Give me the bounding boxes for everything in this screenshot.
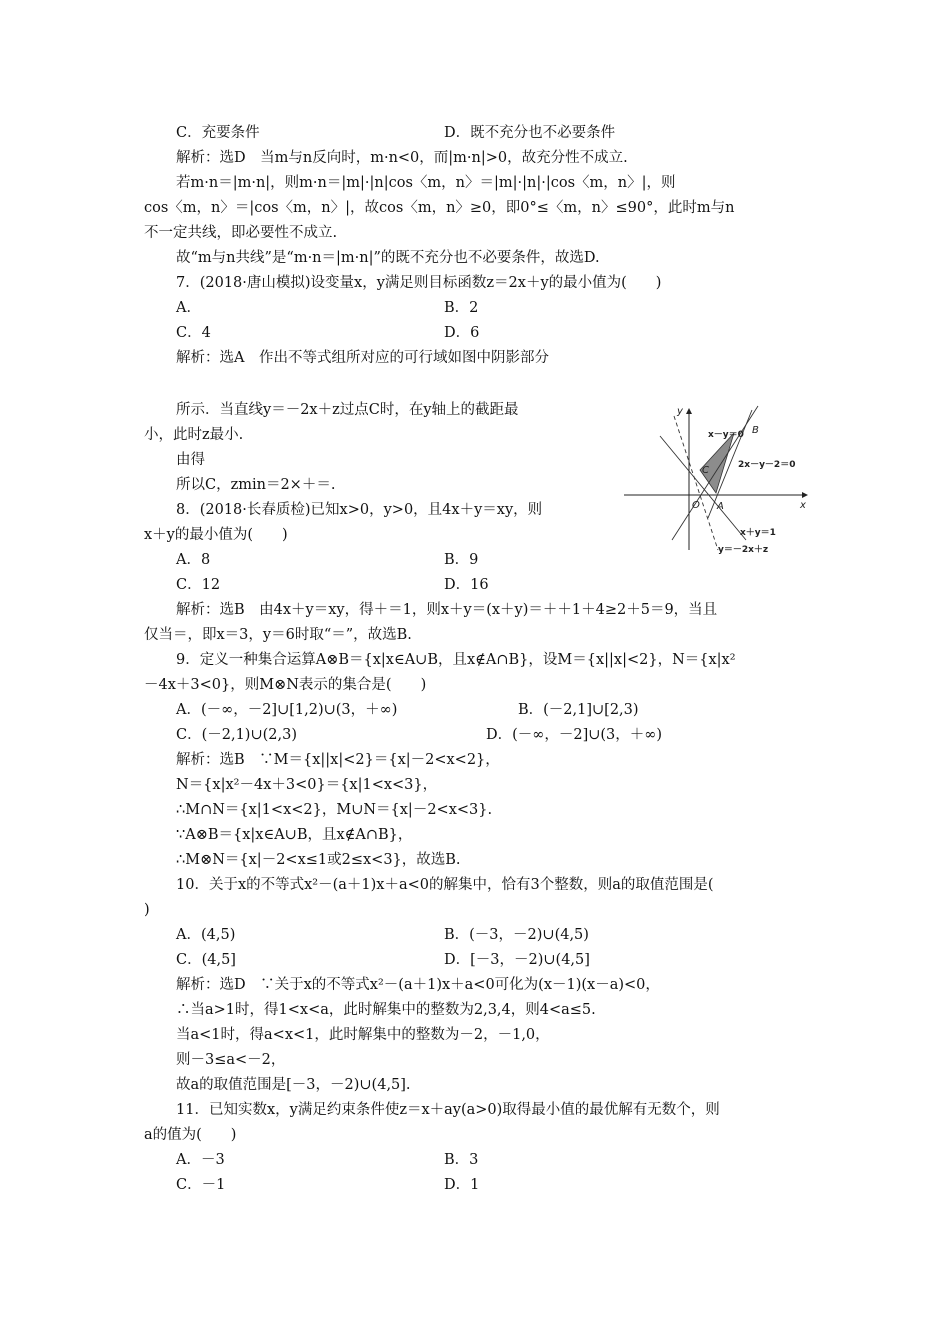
text-line: C．4 bbox=[176, 325, 211, 341]
text-line: ) bbox=[144, 902, 150, 918]
text-line: B．2 bbox=[444, 300, 479, 316]
text-line: 若m·n＝|m·n|，则m·n＝|m|·|n|cos〈m，n〉＝|m|·|n|·|cos〈m，n〉|，则 bbox=[176, 175, 676, 191]
text-line: 则－3≤a<－2， bbox=[176, 1052, 286, 1068]
text-line: 不一定共线，即必要性不成立. bbox=[144, 225, 338, 241]
text-line: a的值为( ) bbox=[144, 1127, 237, 1143]
text-line: 解析：选D ∵关于x的不等式x²－(a＋1)x＋a<0可化为(x－1)(x－a)<0， bbox=[176, 977, 660, 993]
text-line: N＝{x|x²－4x＋3<0}＝{x|1<x<3}， bbox=[176, 777, 438, 793]
label-line-x-plus-y: x＋y＝1 bbox=[740, 528, 776, 538]
text-line: －4x＋3<0}，则M⊗N表示的集合是( ) bbox=[144, 677, 427, 693]
label-line-2x-minus-y-minus-2: 2x－y－2＝0 bbox=[738, 460, 796, 470]
text-line: A．8 bbox=[176, 552, 211, 568]
text-line: 所以C，zmin＝2×＋＝. bbox=[176, 477, 336, 493]
label-point-c: C bbox=[702, 465, 709, 476]
text-line: 故“m与n共线”是“m·n＝|m·n|”的既不充分也不必要条件，故选D. bbox=[176, 250, 600, 266]
text-line: 解析：选B ∵M＝{x||x|<2}＝{x|－2<x<2}， bbox=[176, 752, 500, 768]
text-line: A．－3 bbox=[176, 1152, 225, 1168]
text-line: D．既不充分也不必要条件 bbox=[444, 125, 616, 141]
y-axis-arrow bbox=[686, 408, 692, 414]
text-line: B．(－2,1]∪[2,3) bbox=[518, 702, 639, 718]
feasible-region-figure bbox=[622, 400, 812, 558]
label-line-x-minus-y: x－y＝0 bbox=[708, 430, 744, 440]
x-axis-arrow bbox=[802, 492, 808, 498]
text-line: 解析：选D 当m与n反向时，m·n<0，而|m·n|>0，故充分性不成立. bbox=[176, 150, 628, 166]
text-line: 当a<1时，得a<x<1，此时解集中的整数为－2，－1,0， bbox=[176, 1027, 550, 1043]
text-line: C．充要条件 bbox=[176, 125, 260, 141]
text-line: 故a的取值范围是[－3，－2)∪(4,5]. bbox=[176, 1077, 411, 1093]
text-line: C．(－2,1)∪(2,3) bbox=[176, 727, 297, 743]
text-line: 解析：选B 由4x＋y＝xy，得＋＝1，则x＋y＝(x＋y)＝＋＋1＋4≥2＋5＝9，当且 bbox=[176, 602, 718, 618]
text-line: D．6 bbox=[444, 325, 480, 341]
text-line: cos〈m，n〉＝|cos〈m，n〉|，故cos〈m，n〉≥0，即0°≤〈m，n〉≤90°，此时m与n bbox=[144, 200, 735, 216]
text-line: 8．(2018·长春质检)已知x>0，y>0，且4x＋y＝xy，则 bbox=[176, 502, 543, 518]
text-line: x＋y的最小值为( ) bbox=[144, 527, 288, 543]
text-line: D．16 bbox=[444, 577, 489, 593]
text-line: 小，此时z最小. bbox=[144, 427, 244, 443]
text-line: ∵A⊗B＝{x|x∈A∪B，且x∉A∩B}， bbox=[176, 827, 413, 843]
text-line: 解析：选A 作出不等式组所对应的可行域如图中阴影部分 bbox=[176, 350, 549, 366]
text-line: B．(－3，－2)∪(4,5) bbox=[444, 927, 589, 943]
text-line: D．(－∞，－2]∪(3，＋∞) bbox=[486, 727, 663, 743]
text-line: 7．(2018·唐山模拟)设变量x，y满足则目标函数z＝2x＋y的最小值为( ) bbox=[176, 275, 662, 291]
text-line: ∴当a>1时，得1<x<a，此时解集中的整数为2,3,4，则4<a≤5. bbox=[176, 1002, 596, 1018]
text-line: D．[－3，－2)∪(4,5] bbox=[444, 952, 590, 968]
label-origin: O bbox=[692, 500, 700, 511]
text-line: 仅当＝，即x＝3，y＝6时取“＝”，故选B. bbox=[144, 627, 412, 643]
text-line: 所示．当直线y＝－2x＋z过点C时，在y轴上的截距最 bbox=[176, 402, 519, 418]
text-line: 10．关于x的不等式x²－(a＋1)x＋a<0的解集中，恰有3个整数，则a的取值范围是( bbox=[176, 877, 714, 893]
text-line: 由得 bbox=[176, 452, 205, 468]
text-line: D．1 bbox=[444, 1177, 480, 1193]
label-y-axis: y bbox=[677, 406, 683, 417]
text-line: 11．已知实数x，y满足约束条件使z＝x＋ay(a>0)取得最小值的最优解有无数个，则 bbox=[176, 1102, 720, 1118]
text-line: A．(－∞，－2]∪[1,2)∪(3，＋∞) bbox=[176, 702, 398, 718]
shaded-region bbox=[700, 433, 734, 493]
text-line: C．(4,5] bbox=[176, 952, 236, 968]
line-x-plus-y bbox=[660, 436, 746, 540]
label-point-b: B bbox=[752, 425, 759, 436]
label-x-axis: x bbox=[800, 500, 806, 511]
text-line: A．(4,5) bbox=[176, 927, 236, 943]
text-line: 9．定义一种集合运算A⊗B＝{x|x∈A∪B，且x∉A∩B}，设M＝{x||x|<2}，N＝{x|x² bbox=[176, 652, 736, 668]
label-line-objective: y＝－2x＋z bbox=[718, 545, 769, 555]
text-line: B．3 bbox=[444, 1152, 479, 1168]
text-line: C．12 bbox=[176, 577, 221, 593]
text-line: C．－1 bbox=[176, 1177, 226, 1193]
text-line: B．9 bbox=[444, 552, 479, 568]
text-line: ∴M∩N＝{x|1<x<2}，M∪N＝{x|－2<x<3}. bbox=[176, 802, 493, 818]
label-point-a: A bbox=[717, 501, 724, 512]
text-line: ∴M⊗N＝{x|－2<x≤1或2≤x<3}，故选B. bbox=[176, 852, 461, 868]
text-line: A． bbox=[176, 300, 201, 316]
